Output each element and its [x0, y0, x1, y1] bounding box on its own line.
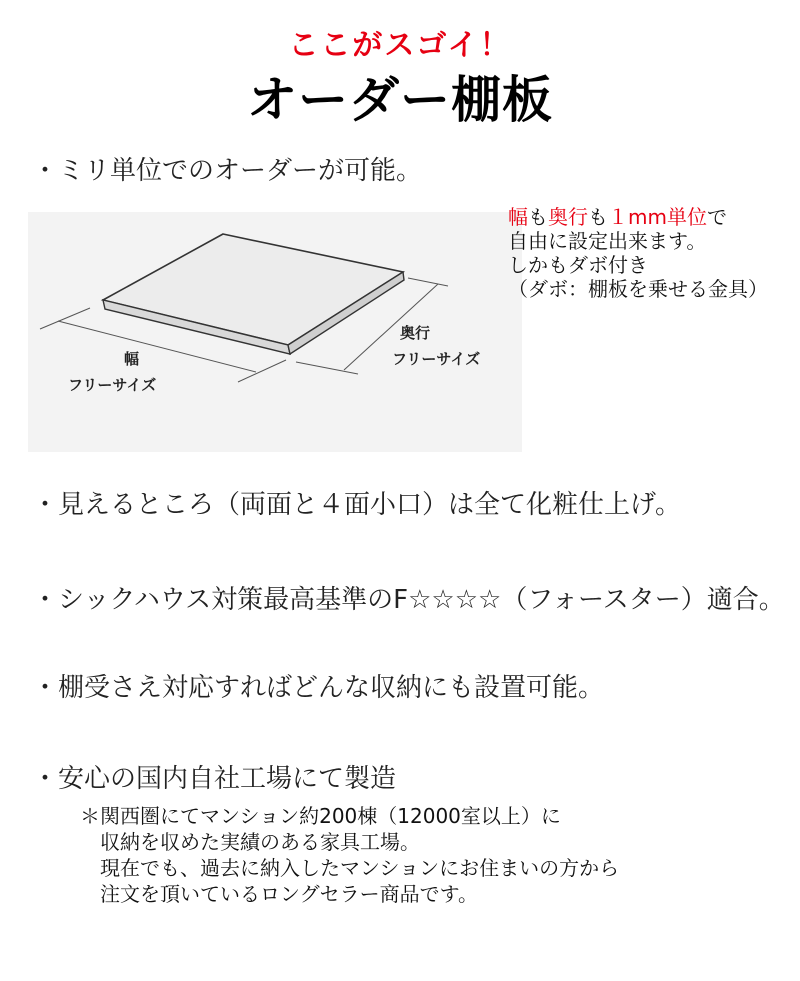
factory-note-line-3: 現在でも、過去に納入したマンションにお住まいの方から — [100, 856, 620, 880]
size-note — [508, 205, 768, 301]
note-unit: １mm単位 — [608, 205, 707, 229]
bullet-install: ・棚受さえ対応すればどんな収納にも設置可能。 — [32, 673, 605, 703]
page-title: オーダー棚板 — [247, 71, 553, 129]
factory-note-line-4: 注文を頂いているロングセラー商品です。 — [100, 882, 478, 906]
bullet-mm-order: ・ミリ単位でのオーダーが可能。 — [32, 156, 423, 186]
note-line-2: 自由に設定出来ます。 — [508, 229, 707, 253]
bullet-factory: ・安心の国内自社工場にて製造 — [32, 764, 397, 794]
bullet-finish: ・見えるところ（両面と４面小口）は全て化粧仕上げ。 — [32, 490, 681, 520]
tagline: ここがスゴイ！ — [288, 28, 512, 63]
factory-note-line-2: 収納を収めた実績のある家具工場。 — [100, 830, 420, 854]
note-line-3: しかもダボ付き — [508, 253, 648, 277]
width-label: 幅 — [124, 350, 140, 368]
depth-size-label: フリーサイズ — [392, 350, 481, 368]
note-width: 幅 — [508, 205, 528, 229]
factory-note — [80, 803, 619, 907]
width-size-label: フリーサイズ — [68, 376, 157, 394]
depth-label: 奥行 — [400, 324, 431, 342]
bullet-sick-house: ・シックハウス対策最高基準のF☆☆☆☆（フォースター）適合。 — [32, 585, 785, 615]
shelf-diagram — [28, 212, 522, 452]
note-line-4: （ダボ：棚板を乗せる金具） — [508, 277, 768, 301]
note-depth: 奥行 — [548, 205, 588, 229]
note-line-1: 幅も奥行も１mm単位で — [508, 205, 727, 229]
factory-note-line-1: ＊関西圏にてマンション約200棟（12000室以上）に — [80, 804, 561, 828]
